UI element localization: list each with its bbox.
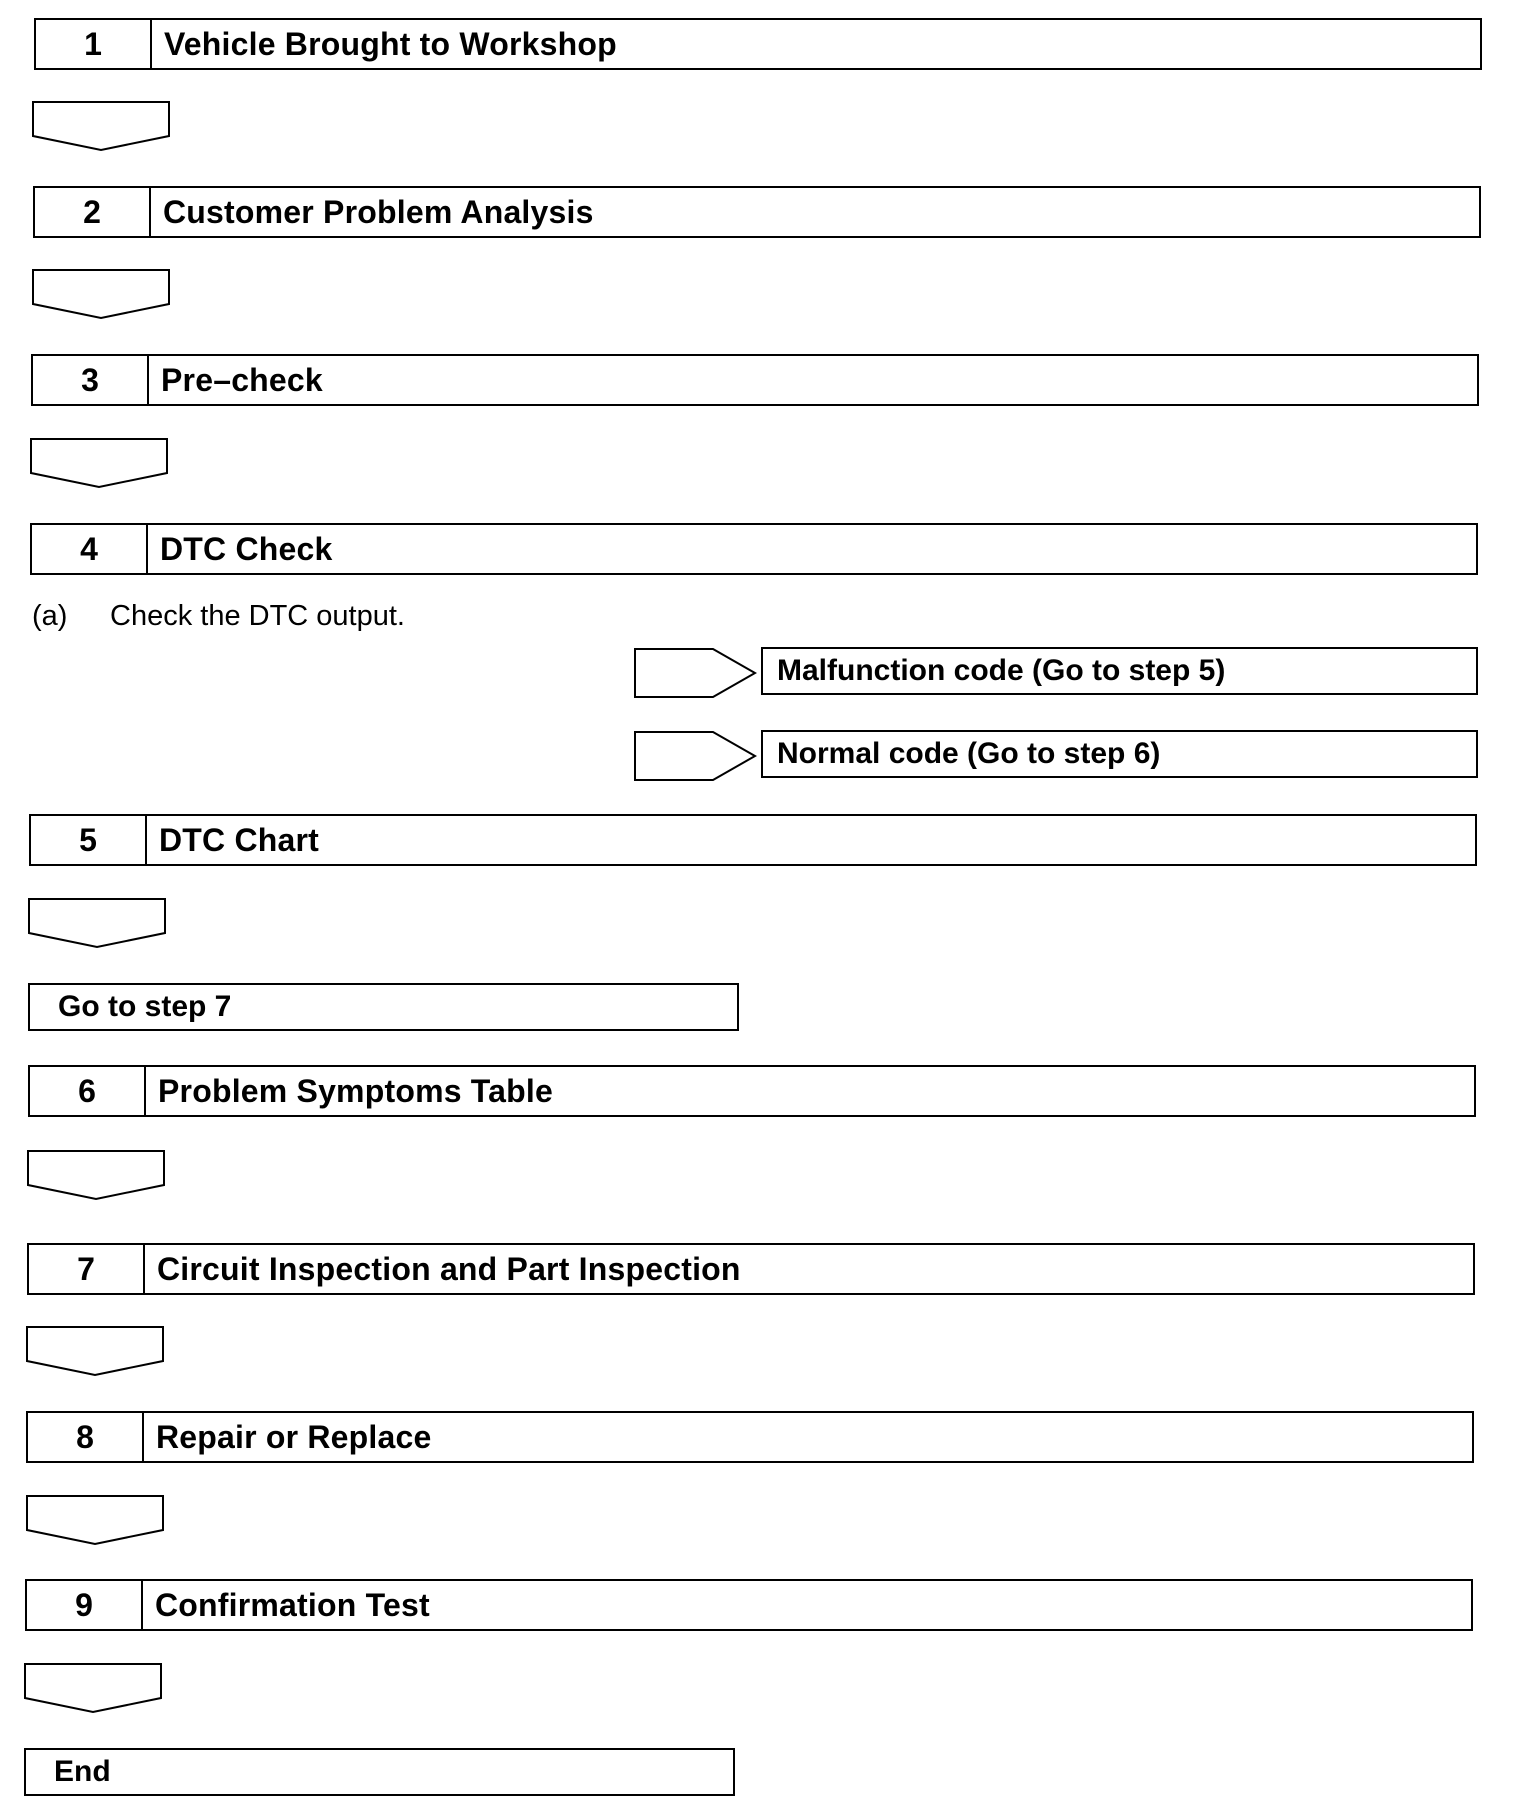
step-title: Circuit Inspection and Part Inspection — [157, 1250, 741, 1287]
end-box: End — [24, 1748, 735, 1796]
step-title: Confirmation Test — [155, 1586, 430, 1623]
step-7 — [27, 1243, 1475, 1295]
instruction-text: Check the DTC output. — [110, 600, 405, 632]
step-number: 3 — [33, 356, 149, 404]
step-title: Vehicle Brought to Workshop — [164, 25, 617, 62]
step-6 — [28, 1065, 1476, 1117]
step-8 — [26, 1411, 1474, 1463]
step-number: 8 — [28, 1413, 144, 1461]
step-2 — [33, 186, 1481, 238]
step-number: 9 — [27, 1581, 143, 1629]
step-number: 7 — [29, 1245, 145, 1293]
step-number: 2 — [35, 188, 151, 236]
down-arrow-icon — [26, 1149, 166, 1203]
step-title: Repair or Replace — [156, 1418, 432, 1455]
down-arrow-icon — [31, 268, 171, 322]
down-arrow-icon — [29, 437, 169, 491]
step-title: Customer Problem Analysis — [163, 193, 594, 230]
step-9 — [25, 1579, 1473, 1631]
down-arrow-icon — [31, 100, 171, 154]
step-4 — [30, 523, 1478, 575]
step-number: 5 — [31, 816, 147, 864]
step-number: 4 — [32, 525, 148, 573]
step-3 — [31, 354, 1479, 406]
dtc-check-instruction — [32, 600, 405, 633]
step-title: Pre–check — [161, 361, 323, 398]
branch-malfunction-code: Malfunction code (Go to step 5) — [761, 647, 1478, 695]
branch-normal-code: Normal code (Go to step 6) — [761, 730, 1478, 778]
down-arrow-icon — [25, 1494, 165, 1548]
down-arrow-icon — [27, 897, 167, 951]
right-arrow-icon — [633, 647, 763, 699]
instruction-label: (a) — [32, 600, 68, 632]
step-number: 1 — [36, 20, 152, 68]
step-title: DTC Chart — [159, 821, 320, 858]
step-number: 6 — [30, 1067, 146, 1115]
step-1 — [34, 18, 1482, 70]
step-5 — [29, 814, 1477, 866]
down-arrow-icon — [23, 1662, 163, 1716]
step-title: DTC Check — [160, 530, 333, 567]
goto-step-7: Go to step 7 — [28, 983, 739, 1031]
step-title: Problem Symptoms Table — [158, 1072, 554, 1109]
down-arrow-icon — [25, 1325, 165, 1379]
right-arrow-icon — [633, 730, 763, 782]
